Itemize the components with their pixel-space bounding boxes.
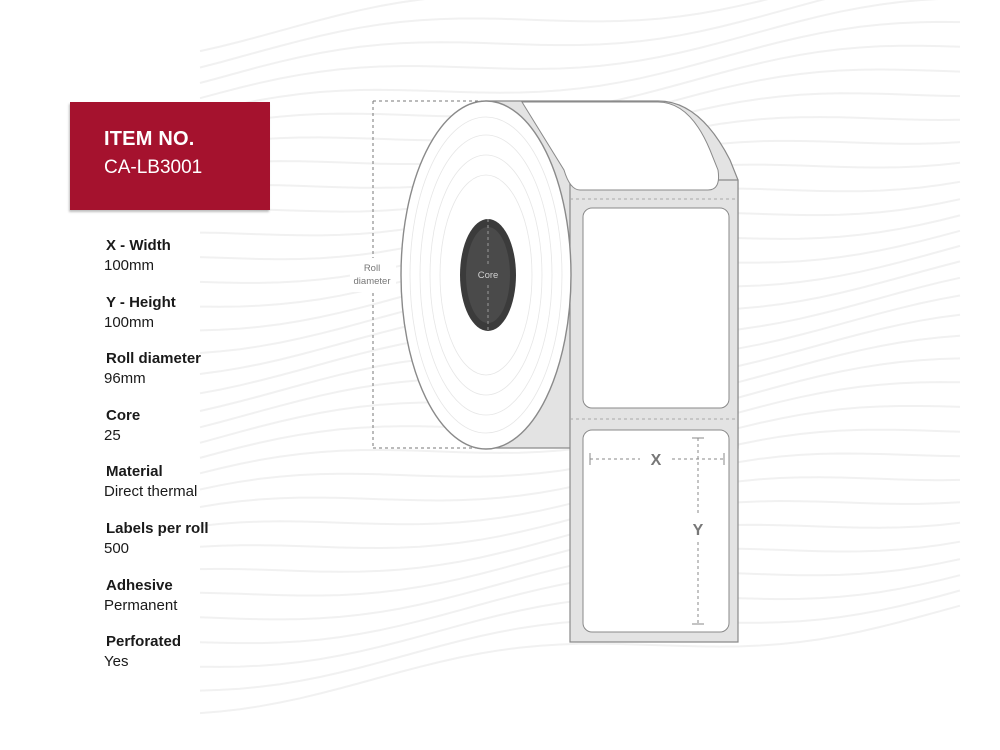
spec-label: Labels per roll — [106, 519, 209, 537]
x-dimension-label: X — [650, 452, 662, 469]
spec-label: Adhesive — [106, 576, 173, 594]
spec-material — [104, 462, 324, 519]
spec-label: Perforated — [106, 633, 182, 651]
spec-label: X - Width — [106, 237, 171, 254]
spec-value: Direct thermal — [104, 483, 198, 501]
spec-value: Permanent — [104, 596, 178, 614]
item-number-label: ITEM NO. — [104, 128, 195, 150]
spec-label: Material — [106, 463, 163, 481]
background-wave-line — [200, 0, 960, 51]
spec-x-width — [104, 236, 324, 293]
item-number-box — [70, 102, 270, 210]
y-dimension-label: Y — [692, 522, 704, 539]
label-roll-diagram — [340, 90, 760, 650]
core-label: Core — [477, 270, 499, 281]
spec-perforated — [104, 632, 324, 689]
spec-value: 96mm — [104, 370, 146, 388]
spec-roll-diameter — [104, 349, 324, 406]
spec-labels-per-roll — [104, 519, 324, 576]
spec-value: 500 — [104, 539, 130, 557]
roll-diameter-label-line2: diameter — [353, 276, 391, 287]
spec-list — [104, 236, 324, 689]
spec-value: 100mm — [104, 313, 155, 331]
item-number-value: CA-LB3001 — [104, 157, 203, 178]
label-middle — [583, 208, 729, 408]
spec-value: 100mm — [104, 257, 155, 274]
spec-label: Roll diameter — [106, 350, 202, 368]
spec-adhesive — [104, 576, 324, 633]
roll-diameter-label-line1: Roll — [363, 263, 381, 274]
spec-label: Y - Height — [106, 293, 176, 311]
spec-value: 25 — [104, 426, 121, 444]
spec-label: Core — [106, 406, 141, 424]
spec-y-height — [104, 293, 324, 350]
spec-core — [104, 406, 324, 463]
spec-value: Yes — [104, 653, 129, 671]
